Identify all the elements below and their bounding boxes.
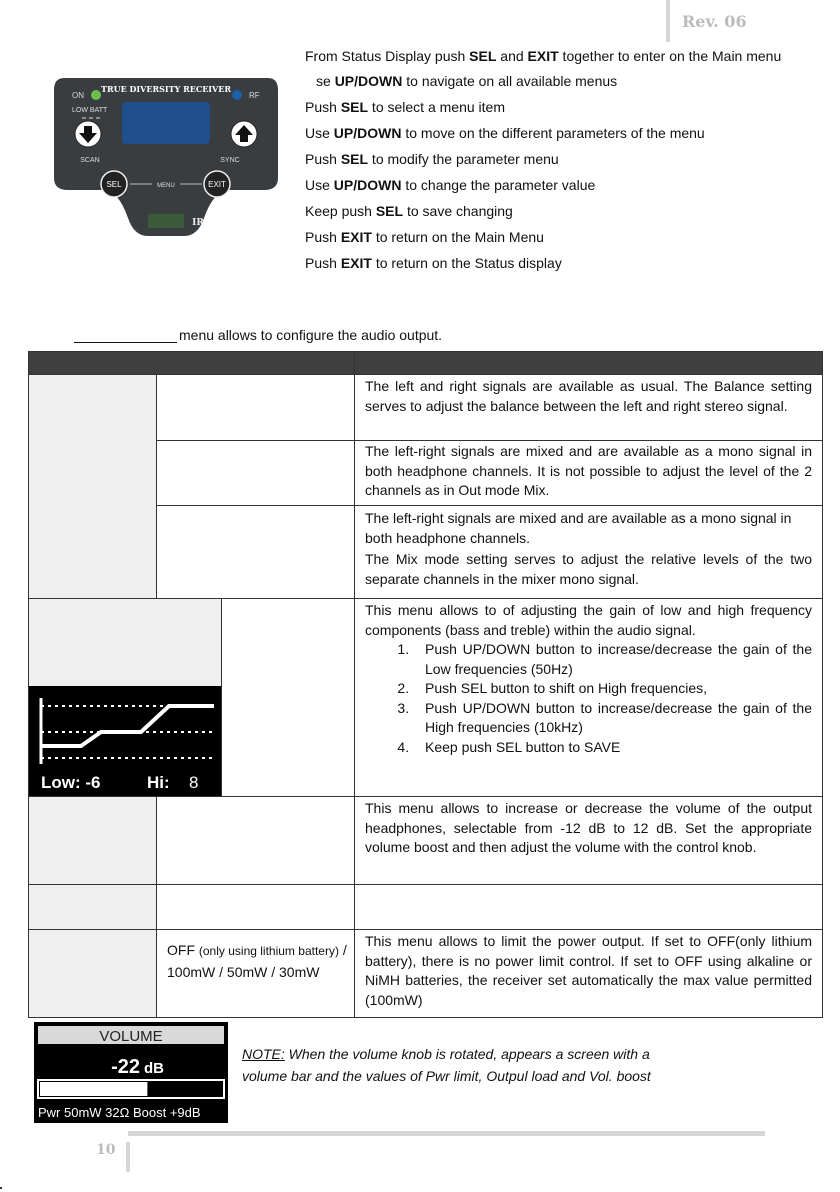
sel-button-label: SEL: [106, 180, 122, 189]
list-item: 2. Push SEL button to shift on High frequencies,: [413, 679, 812, 699]
device-title: TRUE DIVERSITY RECEIVER: [101, 84, 231, 94]
vol-boost-description: This menu allows to increase or decrease the volume of the output headphones, selectable from -12 dB to 12 dB. Set the appropriate volume boost and then adjust the volume with the control knob.: [365, 800, 812, 855]
power-limit-cell: [29, 930, 156, 1017]
power-limit-description: This menu allows to limit the power output. If set to OFF(only lithium battery), there is no power limit control. If set to OFF using alkaline or NiMH batteries, the receiver set automatically the max value permitted (100mW): [365, 933, 812, 1008]
rf-label: RF: [249, 91, 260, 100]
volume-unit: dB: [144, 1060, 164, 1077]
rf-led: [232, 90, 242, 100]
low-gain-label: Low: -6: [41, 773, 101, 792]
list-item: 1. Push UP/DOWN button to increase/decrease the gain of the Low frequencies (50Hz): [413, 640, 812, 679]
page-number: 10: [96, 1142, 130, 1172]
exit-button-label: EXIT: [208, 180, 226, 189]
mono-description: The left-right signals are mixed and are available as a mono signal in both headphone channels. It is not possible to adjust the level of the 2 channels as in Out mode Mix.: [365, 443, 812, 498]
list-item: 4. Keep push SEL button to SAVE: [413, 738, 812, 758]
menu-label: MENU: [157, 183, 175, 189]
equalizer-steps: [365, 640, 812, 757]
equalizer-description: This menu allows to of adjusting the gain of low and high frequency components (bass and treble) within the audio signal. 1. Push UP/DOWN button to increase/decrease the gain of the Low frequencies (50Hz) 2. Push SEL button to shift on High frequencies, 3. Push UP/DOWN button to increase/decrease the gain of the High frequencies (10kHz) 4. Keep push SEL button to SAVE: [365, 601, 812, 757]
equalizer-screen: [29, 686, 221, 796]
volume-status-line: Pwr 50mW 32Ω Boost +9dB: [38, 1105, 201, 1120]
revision-label: Rev. 06: [666, 0, 840, 42]
sync-label: SYNC: [220, 157, 240, 164]
hi-gain-value: 8: [189, 773, 199, 792]
on-led: [91, 90, 101, 100]
audio-output-table: [28, 351, 823, 1018]
stereo-description: The left and right signals are available as usual. The Balance setting serves to adjust the balance between the left and right stereo signal.: [365, 378, 812, 414]
mix-description: The left-right signals are mixed and are available as a mono signal in both headphone channels. The Mix mode setting serves to adjust the relative levels of the two separate channels in the mixer mono signal.: [365, 510, 812, 587]
hi-gain-label: Hi:: [147, 773, 170, 792]
out-mode-cell: [29, 375, 156, 598]
equalizer-curve: [41, 706, 214, 746]
on-label: ON: [72, 91, 84, 100]
menu-name-blank: [74, 328, 177, 343]
list-item: 3. Push UP/DOWN button to increase/decrease the gain of the High frequencies (10kHz): [413, 699, 812, 738]
device-screen: [122, 102, 210, 144]
navigation-instructions: From Status Display push SEL and EXIT together to enter on the Main menu se UP/DOWN to navigate on all available menus Push SEL to select a menu item Use UP/DOWN to move on the different parameters of the menu Push SEL to modify the parameter menu Use UP/DOWN to change the parameter value Keep push SEL to save changing Push EXIT to return on the Main Menu Push EXIT to return on the Status display: [305, 48, 782, 271]
footer-rule: [128, 1131, 765, 1136]
volume-screen: [34, 1022, 228, 1123]
receiver-device-illustration: [54, 78, 278, 236]
volume-bar-fill: [40, 1082, 147, 1096]
menu-intro: menu allows to configure the audio output.: [74, 327, 442, 343]
table-header-row: [29, 352, 822, 374]
power-limit-options: OFF (only using lithium battery) / 100mW / 50mW / 30mW: [167, 942, 347, 980]
ir-window: [148, 214, 184, 228]
volume-title: VOLUME: [99, 1028, 163, 1045]
volume-value: -22: [111, 1056, 140, 1078]
volume-note: NOTE: When the volume knob is rotated, appears a screen with a volume bar and the values of Pwr limit, Outpul load and Vol. boost: [242, 1046, 651, 1084]
output-load-cell: [29, 885, 156, 929]
vol-boost-cell: [29, 797, 156, 884]
scan-label: SCAN: [80, 157, 100, 164]
ir-label: IR: [192, 218, 204, 228]
low-batt-label: LOW BATT: [72, 107, 108, 114]
corner-mark: [0, 1187, 2, 1189]
